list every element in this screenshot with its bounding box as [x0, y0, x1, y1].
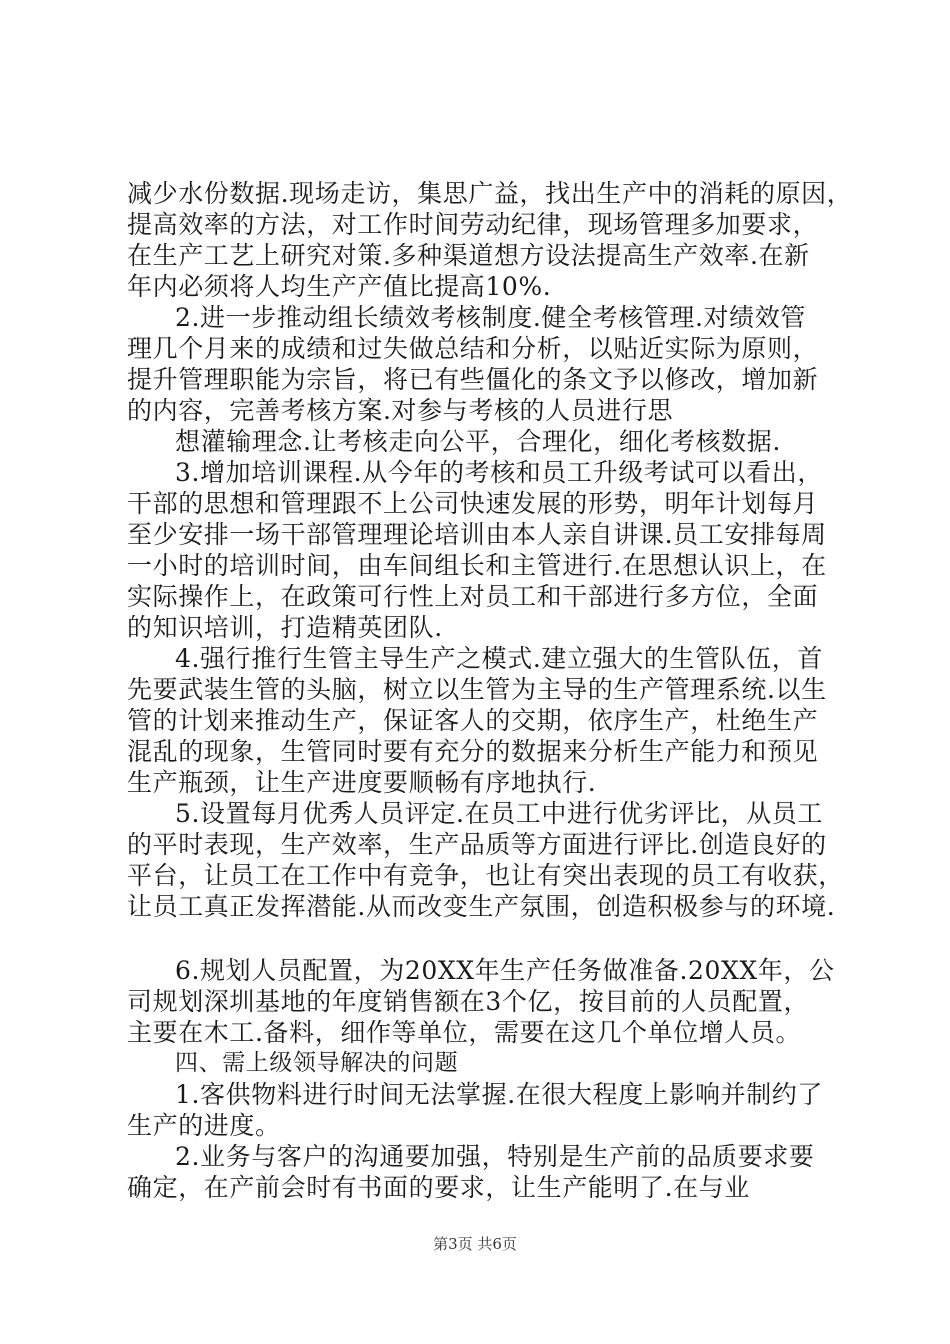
- text-line: 5.设置每月优秀人员评定.在员工中进行优劣评比，从员工: [175, 799, 824, 828]
- page-footer: 第3页 共6页: [433, 1235, 517, 1253]
- text-line: 的知识培训，打造精英团队.: [127, 613, 443, 642]
- text-line: 司规划深圳基地的年度销售额在3个亿，按目前的人员配置，: [127, 987, 810, 1016]
- text-line: 至少安排一场干部管理理论培训由本人亲自讲课.员工安排每周: [127, 520, 827, 549]
- paragraph: [127, 643, 837, 798]
- text-line: 混乱的现象，生管同时要有充分的数据来分析生产能力和预见: [127, 737, 819, 766]
- text-line: 6.规划人员配置，为20XX年生产任务做准备.20XX年，公: [175, 956, 835, 985]
- text-line: 3.增加培训课程.从今年的考核和员工升级考试可以看出，: [175, 458, 824, 487]
- text-line: 提升管理职能为宗旨，将已有些僵化的条文予以修改，增加新: [127, 365, 819, 394]
- paragraph: [127, 178, 853, 302]
- text-line: 4.强行推行生管主导生产之模式.建立强大的生管队伍，首: [175, 644, 824, 673]
- text-line: 实际操作上，在政策可行性上对员工和干部进行多方位，全面: [127, 582, 819, 611]
- paragraph-gap: [127, 922, 837, 955]
- paragraph: [127, 1141, 837, 1203]
- text-line: 提高效率的方法，对工作时间劳动纪律，现场管理多加要求，: [127, 210, 819, 239]
- text-line: 的内容，完善考核方案.对参与考核的人员进行思: [127, 396, 674, 425]
- paragraph: [127, 457, 837, 643]
- text-line: 1.客供物料进行时间无法掌握.在很大程度上影响并制约了: [175, 1080, 824, 1109]
- paragraph: [127, 1079, 837, 1141]
- text-line: 2.进一步推动组长绩效考核制度.健全考核管理.对绩效管: [175, 303, 806, 332]
- text-line: 干部的思想和管理跟不上公司快速发展的形势，明年计划每月: [127, 489, 819, 518]
- text-line: 管的计划来推动生产，保证客人的交期，依序生产，杜绝生产: [127, 706, 819, 735]
- text-line: 生产的进度。: [127, 1111, 281, 1140]
- paragraph: [127, 302, 837, 426]
- paragraph: [127, 798, 844, 922]
- text-line: 想灌输理念.让考核走向公平，合理化，细化考核数据.: [175, 427, 781, 456]
- text-line: 2.业务与客户的沟通要加强，特别是生产前的品质要求要: [175, 1142, 815, 1171]
- text-line: 让员工真正发挥潜能.从而改变生产氛围，创造积极参与的环境.: [127, 892, 836, 921]
- text-line: 的平时表现，生产效率，生产品质等方面进行评比.创造良好的: [127, 830, 827, 859]
- text-line: 在生产工艺上研究对策.多种渠道想方设法提高生产效率.在新: [127, 241, 810, 270]
- text-line: 确定，在产前会时有书面的要求，让生产能明了.在与业: [127, 1173, 750, 1202]
- text-line: 减少水份数据.现场走访，集思广益，找出生产中的消耗的原因，: [127, 179, 853, 208]
- text-line: 先要武装生管的头脑，树立以生管为主导的生产管理系统.以生: [127, 675, 827, 704]
- text-line: 主要在木工.备料，细作等单位，需要在这几个单位增人员。: [127, 1018, 802, 1047]
- text-line: 平台，让员工在工作中有竞争，也让有突出表现的员工有收获，: [127, 861, 844, 890]
- paragraph: [127, 955, 837, 1048]
- section-heading: [127, 1048, 837, 1079]
- text-line: 一小时的培训时间，由车间组长和主管进行.在思想认识上，在: [127, 551, 827, 580]
- text-line: 年内必须将人均生产产值比提高10%.: [127, 272, 552, 301]
- document-body: [127, 178, 853, 1203]
- text-line: 四、需上级领导解决的问题: [175, 1050, 459, 1076]
- text-line: 理几个月来的成绩和过失做总结和分析，以贴近实际为原则，: [127, 334, 819, 363]
- text-line: 生产瓶颈，让生产进度要顺畅有序地执行.: [127, 768, 597, 797]
- paragraph: [127, 426, 837, 457]
